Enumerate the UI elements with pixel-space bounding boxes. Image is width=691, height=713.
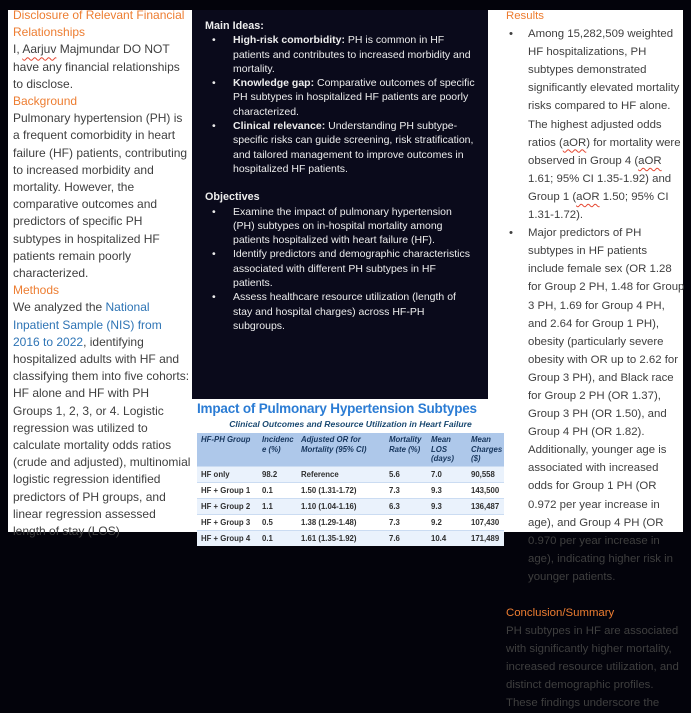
- table-cell: 1.61 (1.35-1.92): [297, 530, 385, 546]
- misspelled-author-name: Aarjuv: [22, 42, 57, 57]
- results-list: [506, 25, 685, 586]
- results-seg: ) for mortality were observed in Group 4 (: [528, 136, 681, 167]
- table-header-cell: Mean Charges ($): [467, 433, 504, 466]
- methods-text: [13, 299, 191, 540]
- main-ideas-list: [205, 33, 476, 176]
- results-heading: Results: [506, 10, 544, 22]
- table-row: [197, 514, 504, 530]
- conclusion-text: PH subtypes in HF are associated with significantly higher mortality, increased resource utilization, and distinct demographic profiles. These findings underscore the: [506, 625, 679, 710]
- objective-item: • Assess healthcare resource utilization (length of stay and hospital charges) across HF-PH subgroups.: [205, 290, 476, 333]
- bullet-rest: Understanding PH subtype-specific risks can guide screening, risk stratification, and tailored management to improve outcomes in hospitalized HF patients.: [233, 120, 474, 175]
- bullet-rest: PH is common in HF patients and contributes to increased morbidity and mortality.: [233, 34, 471, 75]
- outcomes-table-section: [197, 401, 504, 546]
- table-cell: 7.3: [385, 514, 427, 530]
- main-idea-item: [205, 119, 476, 176]
- table-cell: 7.0: [427, 466, 467, 482]
- table-cell: 5.6: [385, 466, 427, 482]
- methods-heading: Methods: [13, 283, 60, 298]
- table-cell: 0.1: [258, 482, 297, 498]
- table-cell: 9.3: [427, 482, 467, 498]
- disclosure-heading: Disclosure of Relevant Financial Relationships: [13, 8, 185, 40]
- table-row: [197, 482, 504, 498]
- table-header-cell: Mean LOS (days): [427, 433, 467, 466]
- objective-item: • Examine the impact of pulmonary hypertension (PH) subtypes on in-hospital mortality among patients hospitalized with heart failure (HF).: [205, 205, 476, 248]
- results-seg: 1.50; 95% CI 1.31-1.72).: [528, 190, 669, 222]
- table-cell: HF + Group 3: [197, 514, 258, 530]
- right-column: [506, 7, 685, 713]
- bullet-lead: Clinical relevance:: [233, 120, 326, 133]
- nis-citation: National Inpatient Sample (NIS) from 2016 to 2022: [13, 300, 162, 349]
- methods-text-start: We analyzed the: [13, 300, 106, 315]
- bullet-lead: High-risk comorbidity:: [233, 34, 346, 47]
- disclosure-text: [13, 41, 191, 93]
- table-cell: 107,430: [467, 514, 504, 530]
- disclosure-text-start: I,: [13, 42, 23, 57]
- aor-term: aOR: [576, 190, 600, 203]
- aor-term: aOR: [638, 154, 662, 167]
- table-row: [197, 530, 504, 546]
- table-cell: 7.3: [385, 482, 427, 498]
- main-ideas-panel: [192, 10, 488, 399]
- table-cell: 10.4: [427, 530, 467, 546]
- table-cell: 143,500: [467, 482, 504, 498]
- objectives-heading: Objectives: [205, 191, 260, 204]
- results-seg: Among 15,282,509 weighted HF hospitalizations, PH subtypes demonstrated significantly elevated mortality risks compared to HF alone. The highest adjusted odds ratios (: [528, 28, 680, 149]
- left-column: [13, 7, 191, 540]
- table-header-cell: Adjusted OR for Mortality (95% CI): [297, 433, 385, 466]
- table-cell: 1.10 (1.04-1.16): [297, 498, 385, 514]
- aor-term: aOR: [562, 136, 587, 149]
- results-item: • Major predictors of PH subtypes in HF patients include female sex (OR 1.28 for Group 2 PH, 1.48 for Group 3 PH, 1.69 for Group 4 PH, and 2.64 for Group 1 PH), obesity (particularly severe obesity with OR up to 2.62 for Group 3 PH), and Black race for Group 2 PH (OR 1.37), Group 3 PH (OR 1.50), and Group 4 PH (OR 1.82). Additionally, younger age is associated with increased odds for Group 1 PH (OR 0.972 per year increase in age), and Group 4 PH (OR 0.970 per year increase in age), indicating higher risk in younger patients.: [506, 224, 685, 586]
- background-heading: Background: [13, 94, 78, 109]
- table-cell: HF + Group 2: [197, 498, 258, 514]
- table-header-cell: Mortality Rate (%): [385, 433, 427, 466]
- table-cell: 1.50 (1.31-1.72): [297, 482, 385, 498]
- table-cell: HF + Group 4: [197, 530, 258, 546]
- disclosure-text-end: Majmundar DO NOT have any financial relationships to disclose.: [13, 42, 180, 91]
- table-cell: 1.38 (1.29-1.48): [297, 514, 385, 530]
- table-header-row: [197, 433, 504, 466]
- methods-text-end: , identifying hospitalized adults with HF and classifying them into five cohorts: HF alone and HF with PH Groups 1, 2, 3, or 4. Logistic regression was utilized to calculate mortality odds ratios (crude and adjusted), multinomial logistic regression identified predictors of PH groups, and linear regression assessed length of stay (LOS): [13, 334, 191, 539]
- table-row: [197, 466, 504, 482]
- main-idea-item: [205, 33, 476, 76]
- objective-item: • Identify predictors and demographic characteristics associated with different PH subtypes in HF patients.: [205, 247, 476, 290]
- table-title: Impact of Pulmonary Hypertension Subtypes: [197, 401, 477, 416]
- main-idea-item: [205, 76, 476, 119]
- bullet-lead: Knowledge gap:: [233, 77, 315, 90]
- table-subtitle: Clinical Outcomes and Resource Utilization in Heart Failure: [229, 419, 472, 429]
- conclusion-heading: Conclusion/Summary: [506, 607, 615, 619]
- objectives-list: [205, 205, 476, 334]
- table-cell: 9.3: [427, 498, 467, 514]
- table-cell: 0.1: [258, 530, 297, 546]
- table-cell: 0.5: [258, 514, 297, 530]
- table-cell: 98.2: [258, 466, 297, 482]
- background-text: Pulmonary hypertension (PH) is a frequent comorbidity in heart failure (HF) patients, contributing to increased morbidity and mortality. However, the comparative outcomes and predictors of specific PH subtypes in hospitalized HF patients remain poorly characterized.: [13, 111, 188, 281]
- results-item: [506, 25, 685, 224]
- results-seg: 1.61; 95% CI 1.35-1.92) and Group 1 (: [528, 172, 672, 203]
- table-cell: 136,487: [467, 498, 504, 514]
- table-cell: 6.3: [385, 498, 427, 514]
- table-cell: 9.2: [427, 514, 467, 530]
- bullet-rest: Comparative outcomes of specific PH subtypes in hospitalized HF patients are poorly characterized.: [233, 77, 475, 118]
- main-ideas-heading: Main Ideas:: [205, 20, 264, 32]
- table-row: [197, 498, 504, 514]
- table-cell: 171,489: [467, 530, 504, 546]
- table-cell: Reference: [297, 466, 385, 482]
- table-header-cell: HF-PH Group: [197, 433, 258, 466]
- table-cell: 90,558: [467, 466, 504, 482]
- table-cell: 7.6: [385, 530, 427, 546]
- table-cell: 1.1: [258, 498, 297, 514]
- table-cell: HF only: [197, 466, 258, 482]
- outcomes-table: [197, 433, 504, 546]
- table-cell: HF + Group 1: [197, 482, 258, 498]
- table-header-cell: Incidence (%): [258, 433, 297, 466]
